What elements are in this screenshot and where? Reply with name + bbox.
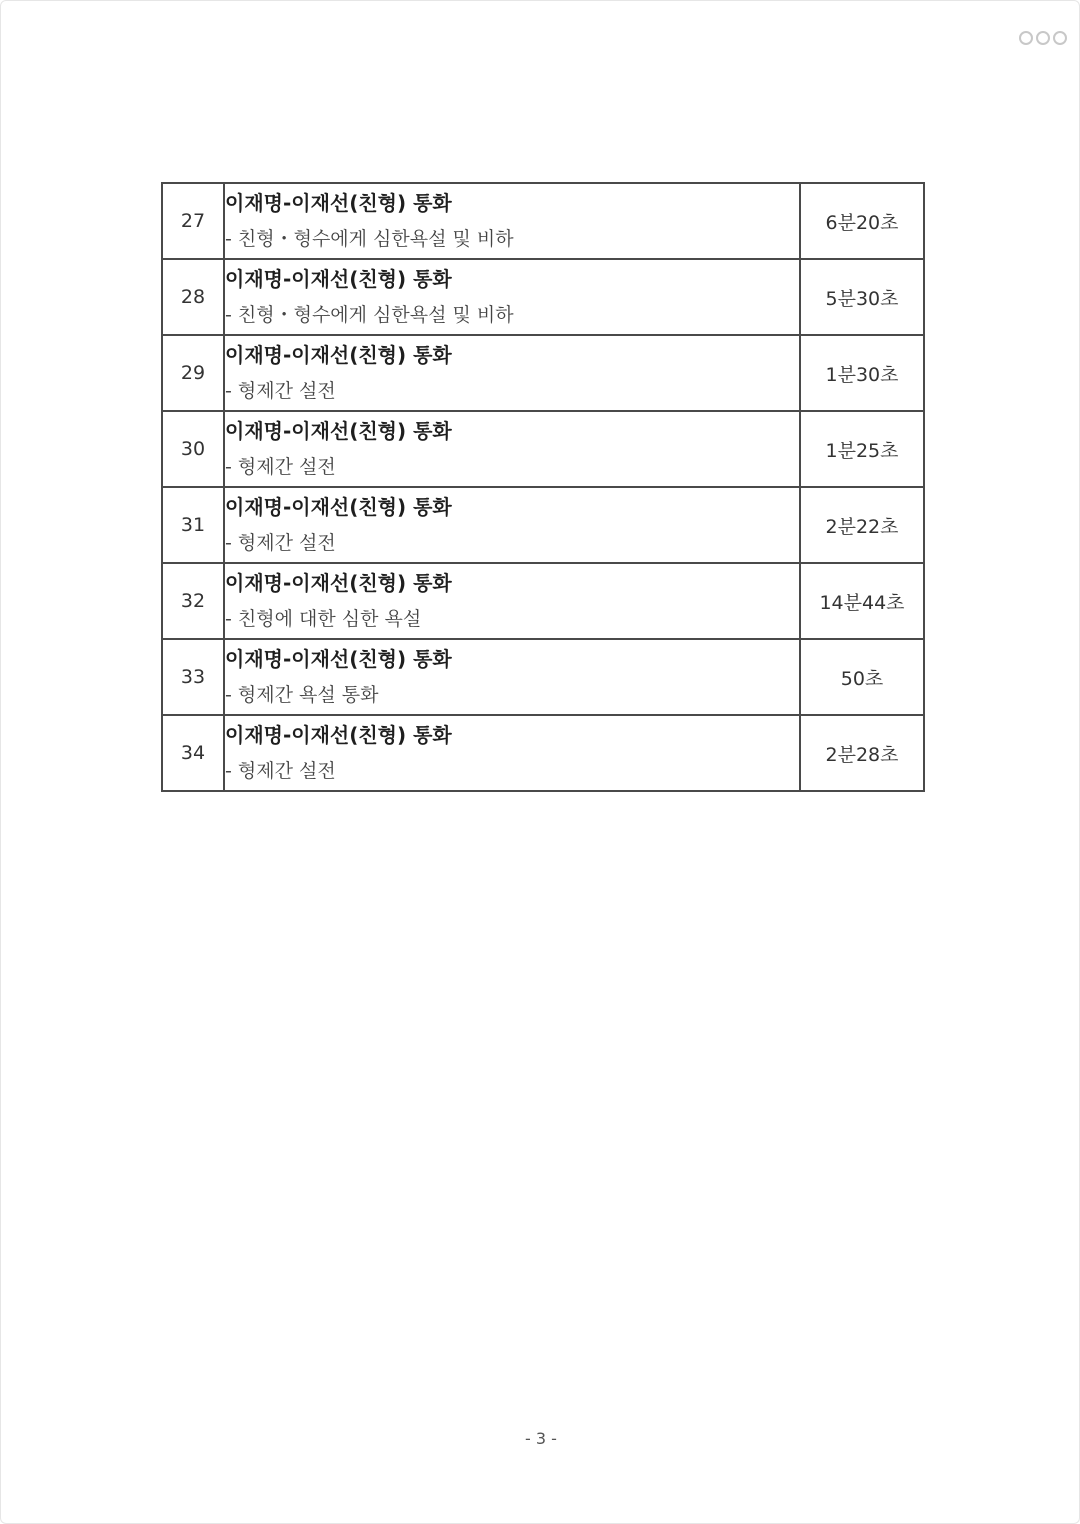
row-duration: 1분30초 <box>800 335 924 411</box>
row-duration: 5분30초 <box>800 259 924 335</box>
row-description <box>224 715 800 791</box>
row-number: 34 <box>162 715 224 791</box>
row-duration: 6분20초 <box>800 183 924 259</box>
row-detail: - 친형・형수에게 심한욕설 및 비하 <box>225 228 514 250</box>
row-description <box>224 335 800 411</box>
row-detail: - 형제간 욕설 통화 <box>225 684 379 706</box>
table-row <box>162 183 924 259</box>
row-detail: - 친형・형수에게 심한욕설 및 비하 <box>225 304 514 326</box>
row-description <box>224 487 800 563</box>
row-number: 33 <box>162 639 224 715</box>
more-options-icon <box>1036 31 1050 45</box>
row-detail: - 형제간 설전 <box>225 532 336 554</box>
table-row <box>162 715 924 791</box>
table-row <box>162 335 924 411</box>
row-number: 29 <box>162 335 224 411</box>
row-number: 32 <box>162 563 224 639</box>
table-row <box>162 563 924 639</box>
table-row <box>162 487 924 563</box>
page-number: - 3 - <box>525 1429 557 1448</box>
row-duration: 14분44초 <box>800 563 924 639</box>
row-description <box>224 411 800 487</box>
row-description <box>224 563 800 639</box>
row-description <box>224 639 800 715</box>
more-options-icon <box>1019 31 1033 45</box>
row-title: 이재명-이재선(친형) 통화 <box>225 495 452 519</box>
row-title: 이재명-이재선(친형) 통화 <box>225 343 452 367</box>
row-description <box>224 259 800 335</box>
row-title: 이재명-이재선(친형) 통화 <box>225 647 452 671</box>
row-number: 27 <box>162 183 224 259</box>
row-description <box>224 183 800 259</box>
table-row <box>162 259 924 335</box>
row-detail: - 형제간 설전 <box>225 380 336 402</box>
records-table <box>161 182 925 792</box>
table-row <box>162 411 924 487</box>
row-duration: 2분28초 <box>800 715 924 791</box>
row-duration: 2분22초 <box>800 487 924 563</box>
row-detail: - 친형에 대한 심한 욕설 <box>225 608 422 630</box>
row-title: 이재명-이재선(친형) 통화 <box>225 267 452 291</box>
row-number: 31 <box>162 487 224 563</box>
row-number: 30 <box>162 411 224 487</box>
row-number: 28 <box>162 259 224 335</box>
row-detail: - 형제간 설전 <box>225 456 336 478</box>
row-title: 이재명-이재선(친형) 통화 <box>225 419 452 443</box>
row-duration: 50초 <box>800 639 924 715</box>
more-options-icon <box>1053 31 1067 45</box>
more-options-button[interactable] <box>1019 31 1067 45</box>
row-title: 이재명-이재선(친형) 통화 <box>225 191 452 215</box>
row-detail: - 형제간 설전 <box>225 760 336 782</box>
row-title: 이재명-이재선(친형) 통화 <box>225 571 452 595</box>
row-title: 이재명-이재선(친형) 통화 <box>225 723 452 747</box>
row-duration: 1분25초 <box>800 411 924 487</box>
table-row <box>162 639 924 715</box>
